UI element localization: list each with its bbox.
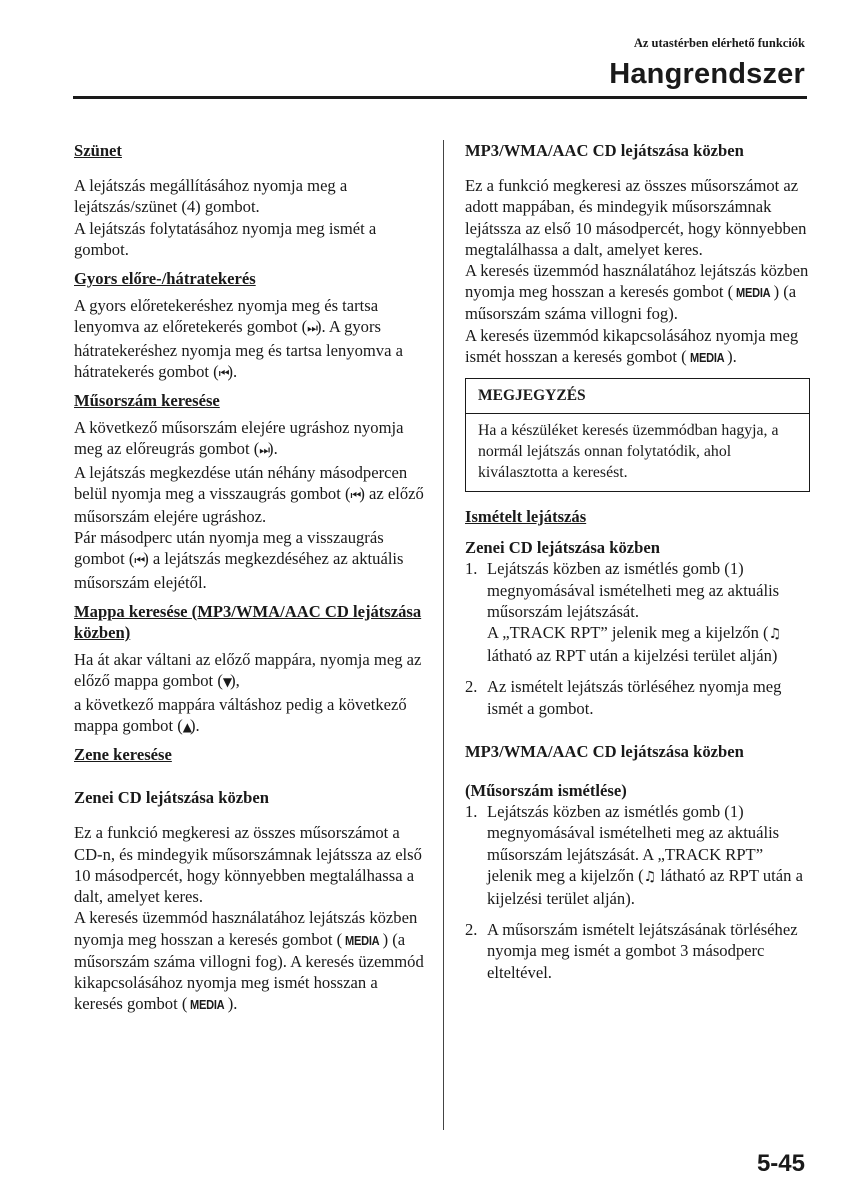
text-part: ). A lejátszás megkezdése után néhány másodpercen belül nyomja meg a visszaugrás gombot ( xyxy=(74,439,408,503)
text-part: ). xyxy=(727,346,737,366)
list-item xyxy=(465,676,810,718)
left-column xyxy=(74,140,424,1015)
right-column xyxy=(465,140,810,983)
list-item xyxy=(465,558,810,666)
heading-mp3-search: MP3/WMA/AAC CD lejátszása közben xyxy=(465,141,744,160)
text-szunet: A lejátszás megállításához nyomja meg a lejátszás/szünet (4) gombot. A lejátszás folytatásához nyomja meg ismét a gombot. xyxy=(74,176,377,259)
list-number: 1. xyxy=(465,559,478,579)
text-part: ) az előző műsorszám elejére ugráshoz. Pár másodperc után nyomja meg a visszaugrás gombot ( xyxy=(74,483,424,569)
text-part: ), a következő mappára váltáshoz pedig a következő mappa gombot ( xyxy=(74,671,407,735)
text-mappa-kereses xyxy=(74,649,424,738)
text-part: A gyors előretekeréshez nyomja meg és tartsa lenyomva az előretekerés gombot ( xyxy=(74,296,379,337)
rewind-icon: ⏮ xyxy=(218,365,228,380)
text-part: ). xyxy=(190,715,200,735)
text-part: ) (a műsorszám száma villogni fog). A keresés üzemmód kikapcsolásához nyomja meg ismét hosszan a keresés gombot ( xyxy=(465,282,799,366)
note-text: Ha a készüléket keresés üzemmódban hagyja, a normál lejátszás onnan folytatódik, ahol kiválasztotta a keresést. xyxy=(478,422,779,482)
text-gyors xyxy=(74,295,424,384)
column-divider xyxy=(443,140,444,1130)
fast-forward-icon: ⏭ xyxy=(307,321,316,336)
list-item xyxy=(465,919,810,983)
subheading-musorszam-ismetlese: (Műsorszám ismétlése) xyxy=(465,781,627,801)
media-button-icon: MEDIA xyxy=(345,932,380,948)
heading-szunet: Szünet xyxy=(74,141,122,160)
heading-mp3-repeat: MP3/WMA/AAC CD lejátszása közben xyxy=(465,741,744,761)
text-part: ) (a műsorszám száma villogni fog). A keresés üzemmód kikapcsolásához nyomja meg ismét hosszan a keresés gombot ( xyxy=(74,929,424,1014)
up-triangle-icon: ▲ xyxy=(182,719,190,734)
cd-repeat-list xyxy=(465,558,810,718)
text-part: ) a lejátszás megkezdéséhez az aktuális műsorszám elejétől. xyxy=(74,549,404,592)
note-box xyxy=(465,378,810,492)
page-title: Hangrendszer xyxy=(609,58,805,90)
rewind-icon: ⏮ xyxy=(350,487,360,502)
heading-ismetelt: Ismételt lejátszás xyxy=(465,507,587,527)
section-label: Az utastérben elérhető funkciók xyxy=(633,36,805,50)
text-mp3-search xyxy=(465,175,810,368)
text-part: ). xyxy=(227,361,238,381)
list-number: 2. xyxy=(465,920,478,940)
music-note-icon: ♫ xyxy=(768,626,782,643)
mp3-repeat-list xyxy=(465,801,810,983)
media-button-icon: MEDIA xyxy=(190,997,225,1013)
list-text: Az ismételt lejátszás törléséhez nyomja meg ismét a gombot. xyxy=(487,677,782,718)
text-part: látható az RPT után a kijelzési terület alján). xyxy=(487,865,803,909)
media-button-icon: MEDIA xyxy=(689,349,725,365)
list-item xyxy=(465,801,810,909)
subheading-zenei-cd: Zenei CD lejátszása közben xyxy=(74,788,269,808)
page-number: 5-45 xyxy=(756,1150,805,1177)
list-number: 1. xyxy=(465,802,478,822)
text-part: Ez a funkció megkeresi az összes műsorszámot a CD-n, és mindegyik műsorszámnak lejátssza az első 10 másodpercét, hogy könnyebben megtalálhassa a dalt, amelyet keres. A keresés üzemmód használatához lejátszás közben nyomja meg hosszan a keresés gombot ( xyxy=(74,823,422,949)
heading-musorszam-kereses: Műsorszám keresése xyxy=(74,391,220,411)
list-number: 2. xyxy=(465,677,478,697)
media-button-icon: MEDIA xyxy=(736,285,771,301)
down-triangle-icon: ▼ xyxy=(222,675,231,690)
list-text: A műsorszám ismételt lejátszásának törléséhez nyomja meg ismét a gombot 3 másodperc elteltével. xyxy=(487,920,798,982)
text-part: Lejátszás közben az ismétlés gomb (1) megnyomásával ismételheti meg az aktuális műsorszám lejátszását. A „TRACK RPT” jelenik meg a kijelzőn ( xyxy=(487,559,780,643)
text-part: A következő műsorszám elejére ugráshoz nyomja meg az előreugrás gombot ( xyxy=(74,418,404,459)
heading-zene-kereses: Zene keresése xyxy=(74,745,172,765)
text-part: Ha át akar váltani az előző mappára, nyomja meg az előző mappa gombot ( xyxy=(74,650,422,691)
heading-mappa-kereses: Mappa keresése (MP3/WMA/AAC CD lejátszása közben) xyxy=(74,601,422,643)
text-part: ). A gyors hátratekeréshez nyomja meg és tartsa lenyomva a hátratekerés gombot ( xyxy=(74,317,403,381)
list-text xyxy=(487,558,810,666)
text-musorszam-kereses xyxy=(74,417,424,593)
subheading-zenei-cd-repeat: Zenei CD lejátszása közben xyxy=(465,538,660,558)
note-heading: MEGJEGYZÉS xyxy=(466,379,809,414)
text-zene-kereses xyxy=(74,822,424,1015)
heading-gyors: Gyors előre-/hátratekerés xyxy=(74,269,256,289)
list-text xyxy=(487,801,810,909)
text-part: látható az RPT után a kijelzési terület alján) xyxy=(487,646,778,666)
text-part: Ez a funkció megkeresi az összes műsorszámot az adott mappában, és mindegyik műsorszámnak lejátssza az első 10 másodpercét, hogy könnyebben megtalálhassa a dalt, amelyet keres. A keresés üzemmód használatához lejátszás közben nyomja meg hosszan a keresés gombot ( xyxy=(465,176,809,302)
text-part: ). xyxy=(227,994,238,1014)
header-rule xyxy=(73,96,807,99)
music-note-icon: ♫ xyxy=(643,868,657,885)
text-part: Lejátszás közben az ismétlés gomb (1) megnyomásával ismételheti meg az aktuális műsorszám lejátszását. A „TRACK RPT” jelenik meg a kijelzőn ( xyxy=(487,802,780,885)
fast-forward-icon: ⏭ xyxy=(259,443,269,458)
rewind-icon: ⏮ xyxy=(134,553,144,568)
